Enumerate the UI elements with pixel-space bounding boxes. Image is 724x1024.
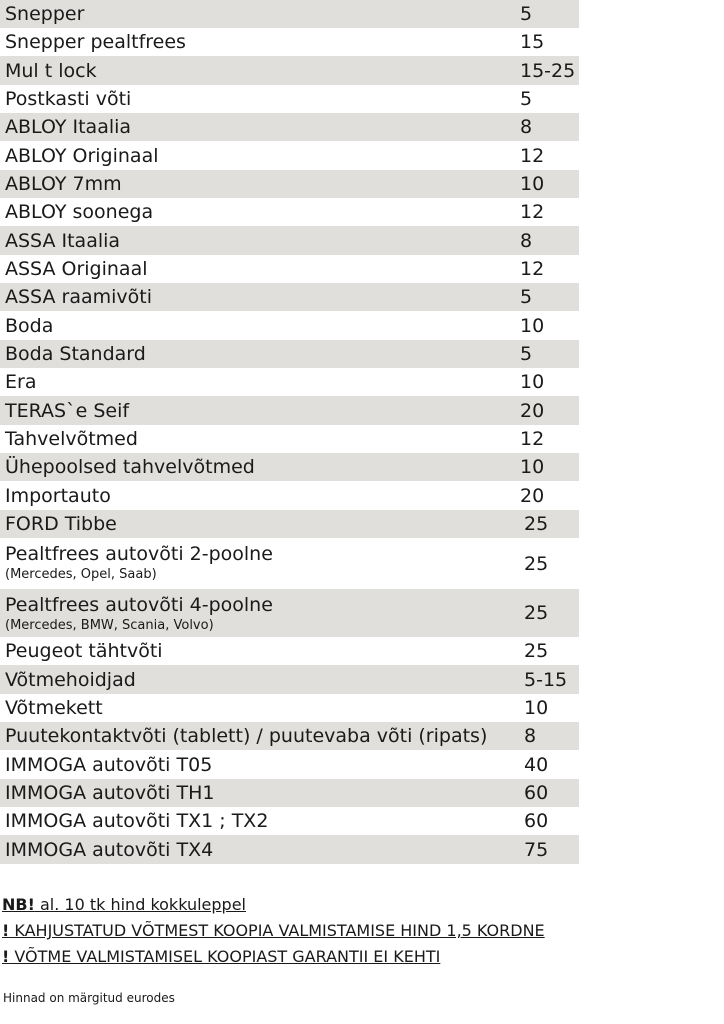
item-name: Era [5, 371, 37, 393]
item-price: 12 [520, 428, 545, 450]
item-name: Tahvelvõtmed [5, 428, 138, 450]
item-price: 5 [520, 286, 533, 308]
item-price: 60 [524, 782, 549, 804]
price-row [0, 510, 579, 538]
item-name: Postkasti võti [5, 88, 132, 110]
price-row [0, 538, 579, 589]
bulk-price-note [2, 892, 545, 918]
price-row [0, 637, 579, 665]
price-row [0, 0, 579, 28]
item-name: ASSA Itaalia [5, 229, 121, 252]
item-price: 12 [520, 201, 545, 223]
damaged-key-text: KAHJUSTATUD VÕTMEST KOOPIA VALMISTAMISE HIND 1,5 KORDNE [9, 921, 545, 940]
item-price: 10 [524, 697, 549, 719]
price-row [0, 589, 579, 637]
item-name: Importauto [5, 484, 111, 507]
price-row [0, 453, 579, 481]
price-row [0, 311, 579, 340]
item-name: Snepper [5, 3, 85, 25]
item-name: Võtmehoidjad [5, 668, 136, 691]
item-name: FORD Tibbe [5, 513, 117, 535]
nb-label: NB! [2, 895, 35, 914]
price-row [0, 694, 579, 722]
item-price: 10 [520, 371, 545, 393]
item-name [5, 543, 273, 585]
item-name: ABLOY soonega [5, 201, 154, 223]
item-price: 5 [520, 3, 533, 25]
item-price: 10 [520, 173, 545, 195]
item-price: 25 [524, 513, 549, 535]
damaged-exclamation: ! [2, 921, 10, 940]
item-price: 20 [520, 399, 545, 422]
item-name-brands: (Mercedes, Opel, Saab) [5, 567, 157, 582]
price-row [0, 807, 579, 835]
item-price: 25 [524, 602, 549, 624]
item-name: IMMOGA autovõti T05 [5, 753, 213, 776]
price-row [0, 481, 579, 510]
item-name: Boda [5, 314, 54, 337]
price-row [0, 28, 579, 56]
price-row [0, 141, 579, 170]
item-price: 40 [524, 753, 549, 776]
warranty-exclamation: ! [2, 947, 10, 966]
item-price: 12 [520, 258, 545, 280]
no-warranty-note [2, 944, 545, 970]
damaged-key-note [2, 918, 545, 944]
item-name: ABLOY Originaal [5, 144, 159, 167]
price-row [0, 779, 579, 807]
item-price: 25 [524, 640, 549, 662]
price-row [0, 56, 579, 85]
item-name: Peugeot tähtvõti [5, 640, 163, 662]
bulk-price-text: al. 10 tk hind kokkuleppel [34, 895, 246, 914]
item-name-brands: (Mercedes, BMW, Scania, Volvo) [5, 618, 214, 633]
item-name: IMMOGA autovõti TH1 [5, 782, 215, 804]
item-price: 15 [520, 31, 545, 53]
price-row [0, 113, 579, 141]
item-name: Võtmekett [5, 697, 103, 719]
item-name: ASSA Originaal [5, 258, 148, 280]
item-price: 5 [520, 88, 533, 110]
item-price: 25 [524, 552, 549, 575]
item-price: 8 [520, 116, 533, 138]
item-name-main: Pealtfrees autovõti 2-poolne [5, 543, 273, 565]
item-name: IMMOGA autovõti TX1 ; TX2 [5, 810, 269, 832]
notes [2, 892, 545, 970]
price-row [0, 396, 579, 425]
item-price: 10 [520, 314, 545, 337]
no-warranty-text: VÕTME VALMISTAMISEL KOOPIAST GARANTII EI KEHTI [9, 947, 441, 966]
price-row [0, 425, 579, 453]
price-row [0, 85, 579, 113]
price-row [0, 170, 579, 198]
item-name [5, 594, 273, 636]
item-name: Ühepoolsed tahvelvõtmed [5, 456, 255, 478]
item-name: ASSA raamivõti [5, 286, 152, 308]
price-row [0, 340, 579, 368]
item-name: ABLOY Itaalia [5, 116, 132, 138]
item-name: IMMOGA autovõti TX4 [5, 838, 214, 861]
item-price: 75 [524, 838, 549, 861]
price-row [0, 226, 579, 255]
price-row [0, 198, 579, 226]
item-name: Puutekontaktvõti (tablett) / puutevaba võti (ripats) [5, 725, 488, 747]
price-row [0, 368, 579, 396]
currency-footnote: Hinnad on märgitud eurodes [3, 991, 175, 1005]
item-price: 8 [524, 725, 537, 747]
item-price: 15-25 [520, 59, 576, 82]
price-row [0, 722, 579, 750]
price-row [0, 283, 579, 311]
price-row [0, 665, 579, 694]
item-price: 5-15 [524, 668, 568, 691]
price-row [0, 750, 579, 779]
item-price: 10 [520, 456, 545, 478]
item-name: Boda Standard [5, 343, 146, 365]
item-price: 20 [520, 484, 545, 507]
price-row [0, 835, 579, 864]
price-row [0, 255, 579, 283]
item-name: TERAS`e Seif [5, 399, 130, 422]
item-price: 5 [520, 343, 533, 365]
item-name-main: Pealtfrees autovõti 4-poolne [5, 594, 273, 616]
item-name: Snepper pealtfrees [5, 31, 186, 53]
item-price: 8 [520, 229, 533, 252]
item-name: Mul t lock [5, 59, 97, 82]
item-price: 12 [520, 144, 545, 167]
item-price: 60 [524, 810, 549, 832]
item-name: ABLOY 7mm [5, 173, 122, 195]
